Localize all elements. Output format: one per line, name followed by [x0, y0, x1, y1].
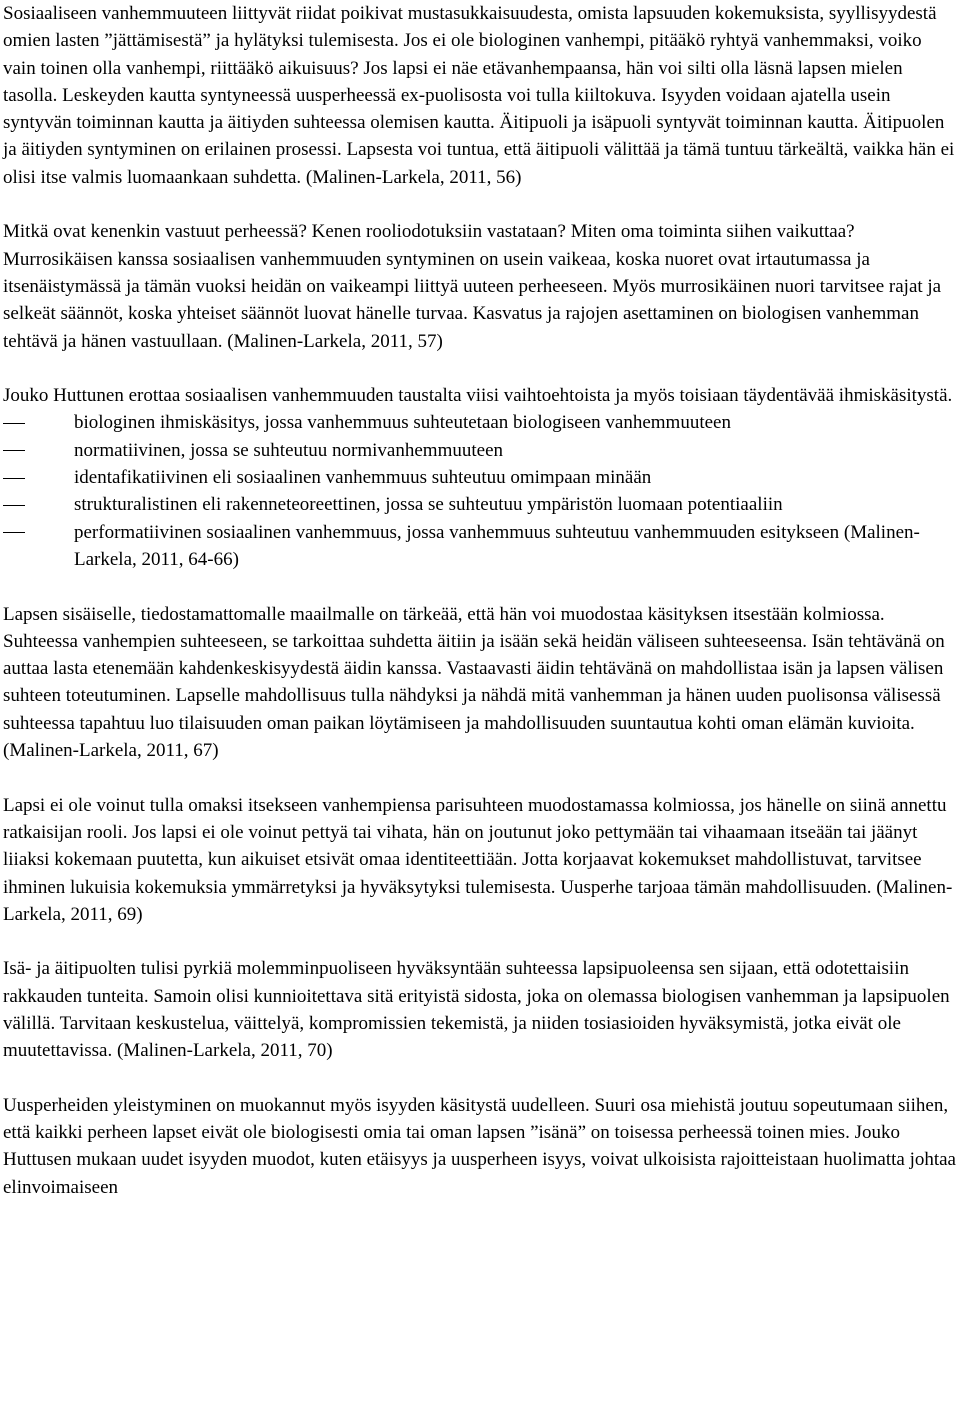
conceptions-list	[3, 409, 958, 573]
list-item	[3, 409, 958, 436]
list-item-text: strukturalistinen eli rakenneteoreettinen, jossa se suhteutuu ympäristön luomaan potentiaaliin	[74, 494, 783, 516]
list-item-text: biologinen ihmiskäsitys, jossa vanhemmuus suhteutetaan biologiseen vanhemmuuteen	[74, 412, 731, 434]
list-item	[3, 464, 958, 491]
dash-bullet-icon	[3, 478, 25, 479]
dash-bullet-icon	[3, 423, 25, 424]
list-item-text: performatiivinen sosiaalinen vanhemmuus, jossa vanhemmuus suhteutuu vanhemmuuden esitykseen (Malinen- Larkela, 2011, 64-66)	[74, 521, 920, 570]
list-item	[3, 519, 958, 574]
paragraph-child-role-in-triangle: Lapsi ei ole voinut tulla omaksi itsekseen vanhempiensa parisuhteen muodostamassa kolmiossa, jos hänelle on siinä annettu ratkaisijan rooli. Jos lapsi ei ole voinut pettyä tai vihata, hän on joutunut joko pettymään tai vihaamaan itseään tai jäänyt liiaksi kokemaan puutetta, kun aikuiset etsivät omaa identiteettiään. Jotta korjaavat kokemukset mahdollistuvat, tarvitsee ihminen lukuisia kokemuksia ymmärretyksi ja hyväksytyksi tulemisesta. Uusperhe tarjoaa tämän mahdollisuuden. (Malinen-Larkela, 2011, 69)	[3, 794, 953, 925]
list-item	[3, 437, 958, 464]
list-item	[3, 491, 958, 518]
paragraph-responsibilities-in-family: Mitkä ovat kenenkin vastuut perheessä? Kenen rooliodotuksiin vastataan? Miten oma toiminta siihen vaikuttaa? Murrosikäisen kanssa sosiaalisen vanhemmuuden syntyminen on usein vaikeaa, koska nuoret ovat irtautumassa ja itsenäistymässä ja tämän vuoksi heidän on vaikeampi liittyä uuteen perheeseen. Myös murrosikäinen nuori tarvitsee rajat ja selkeät säännöt, koska yhteiset säännöt luovat hänelle turvaa. Kasvatus ja rajojen asettaminen on biologisen vanhemman tehtävä ja hänen vastuullaan. (Malinen-Larkela, 2011, 57)	[3, 221, 942, 352]
dash-bullet-icon	[3, 505, 25, 506]
paragraph-child-inner-world: Lapsen sisäiselle, tiedostamattomalle maailmalle on tärkeää, että hän voi muodostaa käsityksen itsestään kolmiossa. Suhteessa vanhempien suhteeseen, se tarkoittaa suhdetta äitiin ja isään sekä heidän väliseen suhteeseensa. Isän tehtävänä on auttaa lasta etenemään kahdenkeskisyydestä äidin kanssa. Vastaavasti äidin tehtävänä on mahdollistaa isän ja lapsen välisen suhteen toteutuminen. Lapselle mahdollisuus tulla nähdyksi ja nähdä mitä vanhemman ja hänen uuden puolisonsa välisessä suhteessa tapahtuu luo tilaisuuden oman paikan löytämiseen ja mahdollisuuden suuntautua kohti oman elämän kuvioita. (Malinen-Larkela, 2011, 67)	[3, 603, 945, 762]
paragraph-fatherhood-changes: Uusperheiden yleistyminen on muokannut myös isyyden käsitystä uudelleen. Suuri osa miehistä joutuu sopeutumaan siihen, että kaikki perheen lapset eivät ole biologisesti omia tai oman lapsen ”isänä” on toisessa perheessä toinen mies. Jouko Huttusen mukaan uudet isyyden muodot, kuten etäisyys ja uusperheen isyys, voivat ulkoisista rajoitteistaan huolimatta johtaa elinvoimaiseen	[3, 1094, 956, 1198]
list-item-text: identafikatiivinen eli sosiaalinen vanhemmuus suhteutuu omimpaan minään	[74, 467, 652, 489]
dash-bullet-icon	[3, 450, 25, 451]
paragraph-social-parenthood-conflicts: Sosiaaliseen vanhemmuuteen liittyvät riidat poikivat mustasukkaisuudesta, omista lapsuuden kokemuksista, syyllisyydestä omien lasten ”jättämisestä” ja hylätyksi tulemisesta. Jos ei ole biologinen vanhempi, pitääkö ryhtyä vanhemmaksi, voiko vain toinen olla vanhempi, riittääkö aikuisuus? Jos lapsi ei näe etävanhempaansa, hän voi silti olla läsnä lapsen mielen tasolla. Leskeyden kautta syntyneessä uusperheessä ex-puolisosta voi tulla kiiltokuva. Isyyden voidaan ajatella usein syntyvän toiminnan kautta ja äitiyden suhteessa olemisen kautta. Äitipuoli ja isäpuoli syntyvät toiminnan kautta. Äitipuolen ja äitiyden syntyminen on erilainen prosessi. Lapsesta voi tuntua, että äitipuoli välittää ja tämä tuntuu tärkeältä, vaikka hän ei olisi itse valmis luomaankaan suhdetta. (Malinen-Larkela, 2011, 56)	[3, 3, 955, 188]
list-item-text: normatiivinen, jossa se suhteutuu normivanhemmuuteen	[74, 439, 504, 461]
paragraph-mutual-acceptance: Isä- ja äitipuolten tulisi pyrkiä molemminpuoliseen hyväksyntään suhteessa lapsipuoleensa sen sijaan, että odotettaisiin rakkauden tunteita. Samoin olisi kunnioitettava sitä erityistä sidosta, joka on olemassa biologisen vanhemman ja lapsipuolen välillä. Tarvitaan keskustelua, väittelyä, kompromissien tekemistä, ja niiden tosiasioiden hyväksymistä, jotka eivät ole muutettavissa. (Malinen-Larkela, 2011, 70)	[3, 958, 950, 1062]
paragraph-huttunen-intro: Jouko Huttunen erottaa sosiaalisen vanhemmuuden taustalta viisi vaihtoehtoista ja myös toisiaan täydentävää ihmiskäsitystä.	[3, 385, 953, 407]
dash-bullet-icon	[3, 532, 25, 533]
